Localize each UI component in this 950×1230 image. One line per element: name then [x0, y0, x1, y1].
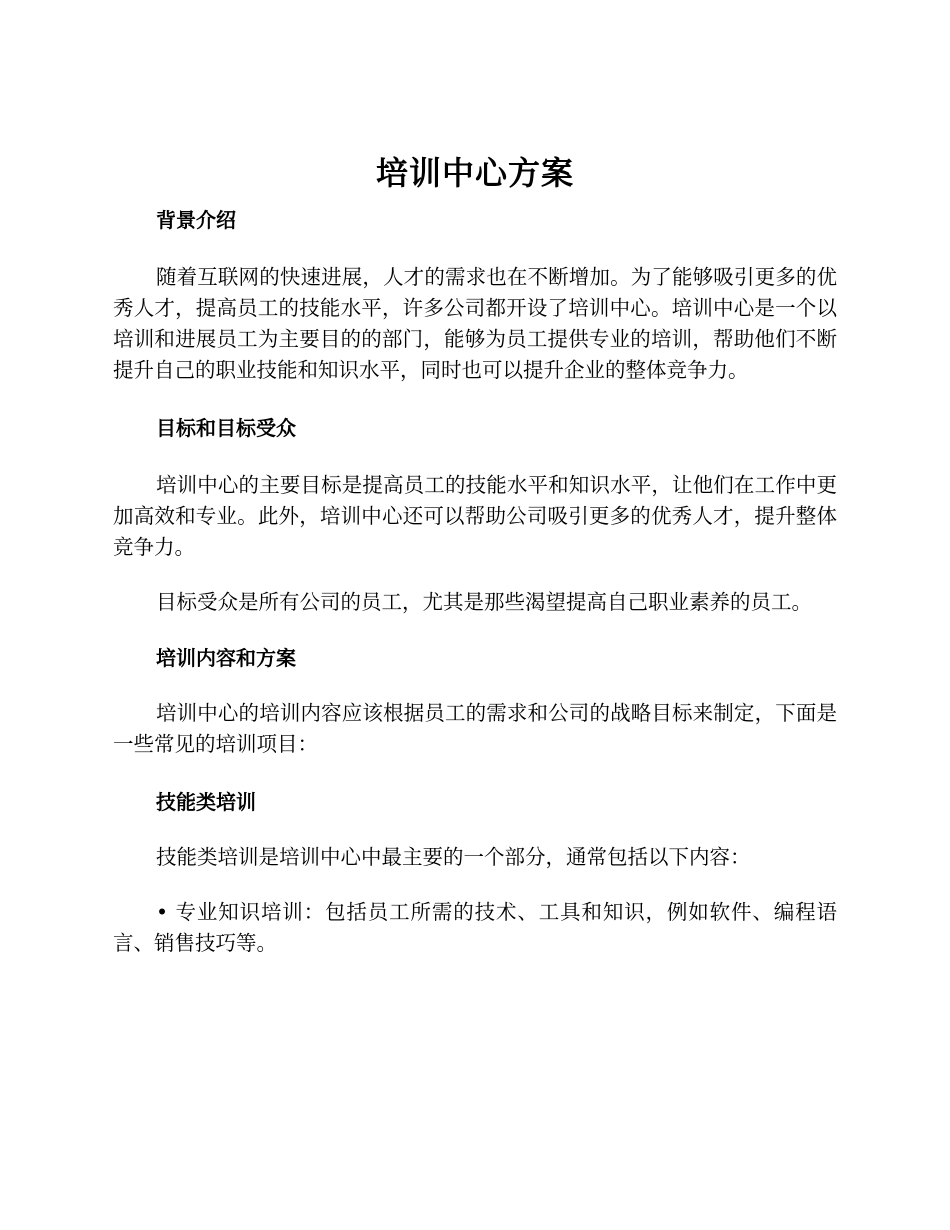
page-title: 培训中心方案 [375, 154, 574, 192]
list-item-professional-knowledge: • 专业知识培训：包括员工所需的技术、工具和知识，例如软件、编程语言、销售技巧等。 [113, 900, 837, 955]
paragraph-skills-intro: 技能类培训是培训中心中最主要的一个部分，通常包括以下内容： [156, 845, 751, 869]
section-heading-training-content: 培训内容和方案 [156, 646, 296, 670]
paragraph-background-intro: 随着互联网的快速进展，人才的需求也在不断增加。为了能够吸引更多的优秀人才，提高员工的技能水平，许多公司都开设了培训中心。培训中心是一个以培训和进展员工为主要目的的部门，能够为员工提供专业的培训，帮助他们不断提升自己的职业技能和知识水平，同时也可以提升企业的整体竞争力。 [113, 265, 837, 382]
section-heading-goals-audience: 目标和目标受众 [156, 416, 296, 440]
section-heading-skills-training: 技能类培训 [156, 790, 256, 814]
section-skills-training [113, 786, 837, 959]
document-body [113, 148, 837, 959]
section-background [113, 204, 837, 386]
paragraph-audience: 目标受众是所有公司的员工，尤其是那些渴望提高自己职业素养的员工。 [156, 590, 812, 614]
paragraph-training-content: 培训中心的培训内容应该根据员工的需求和公司的战略目标来制定，下面是一些常见的培训项目： [113, 701, 837, 756]
paragraph-goals: 培训中心的主要目标是提高员工的技能水平和知识水平，让他们在工作中更加高效和专业。此外，培训中心还可以帮助公司吸引更多的优秀人才，提升整体竞争力。 [113, 473, 837, 559]
section-heading-background: 背景介绍 [156, 208, 236, 232]
section-training-content [113, 642, 837, 760]
section-goals-audience [113, 412, 837, 618]
